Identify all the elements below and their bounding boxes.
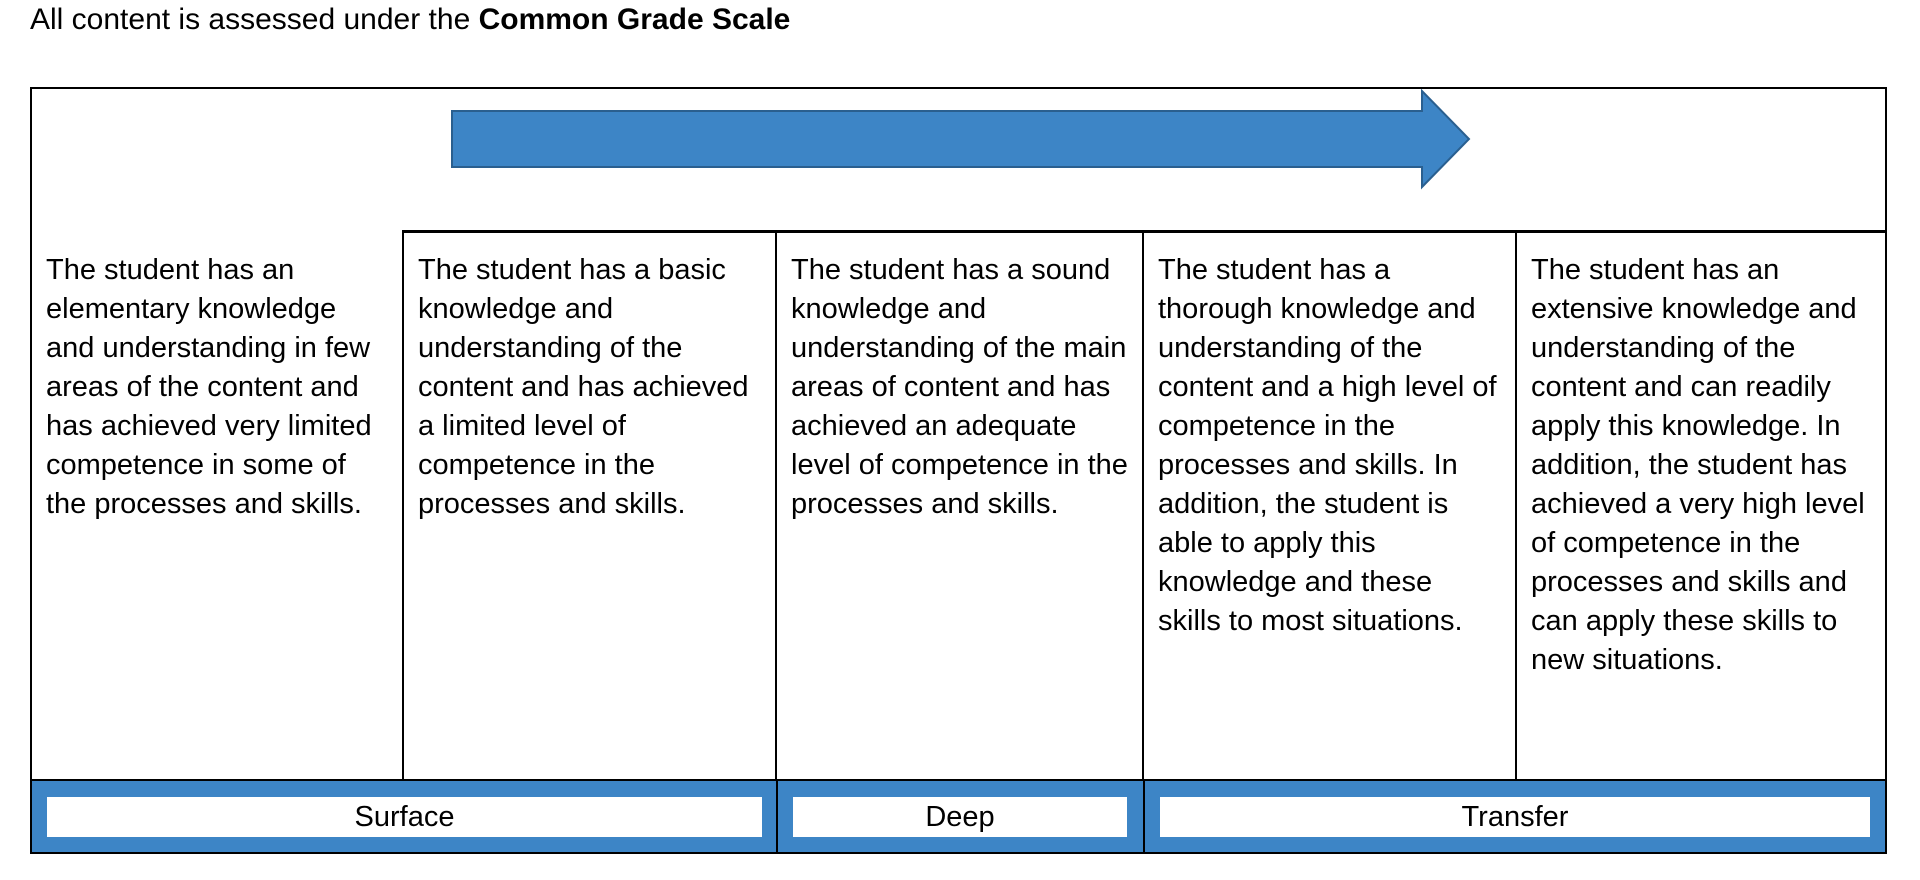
grade-scale-table [30, 87, 1887, 854]
scale-name: Common Grade Scale [478, 3, 791, 36]
arrow-row [32, 89, 1885, 233]
level-bar [32, 779, 1885, 852]
level-separator [1143, 781, 1145, 852]
descriptor-cell-2: The student has a basic knowledge and understanding of the content and has achieved a limited level of competence in the processes and skills. [404, 233, 777, 779]
descriptor-row [32, 233, 1885, 779]
level-deep: Deep [793, 797, 1127, 837]
right-arrow-icon [32, 89, 1885, 233]
descriptor-cell-5: The student has an extensive knowledge and understanding of the content and can readily apply this knowledge. In addition, the student has achieved a very high level of competence in the processes and skills and can apply these skills to new situations. [1531, 254, 1865, 676]
descriptor-cell-1: The student has an elementary knowledge and understanding in few areas of the content and has achieved very limited competence in some of the processes and skills. [32, 233, 404, 779]
level-transfer: Transfer [1160, 797, 1870, 837]
descriptor-cell-4: The student has a thorough knowledge and understanding of the content and a high level of competence in the processes and skills. In addition, the student is able to apply this knowledge and these skills to most situations. [1144, 233, 1517, 779]
intro-prefix: All content is assessed under the [30, 3, 479, 36]
descriptor-cell-3: The student has a sound knowledge and understanding of the main areas of content and has achieved an adequate level of competence in the processes and skills. [777, 233, 1144, 779]
level-surface: Surface [47, 797, 762, 837]
arrow-shape [452, 91, 1469, 187]
level-separator [776, 781, 778, 852]
intro-text [30, 2, 790, 38]
